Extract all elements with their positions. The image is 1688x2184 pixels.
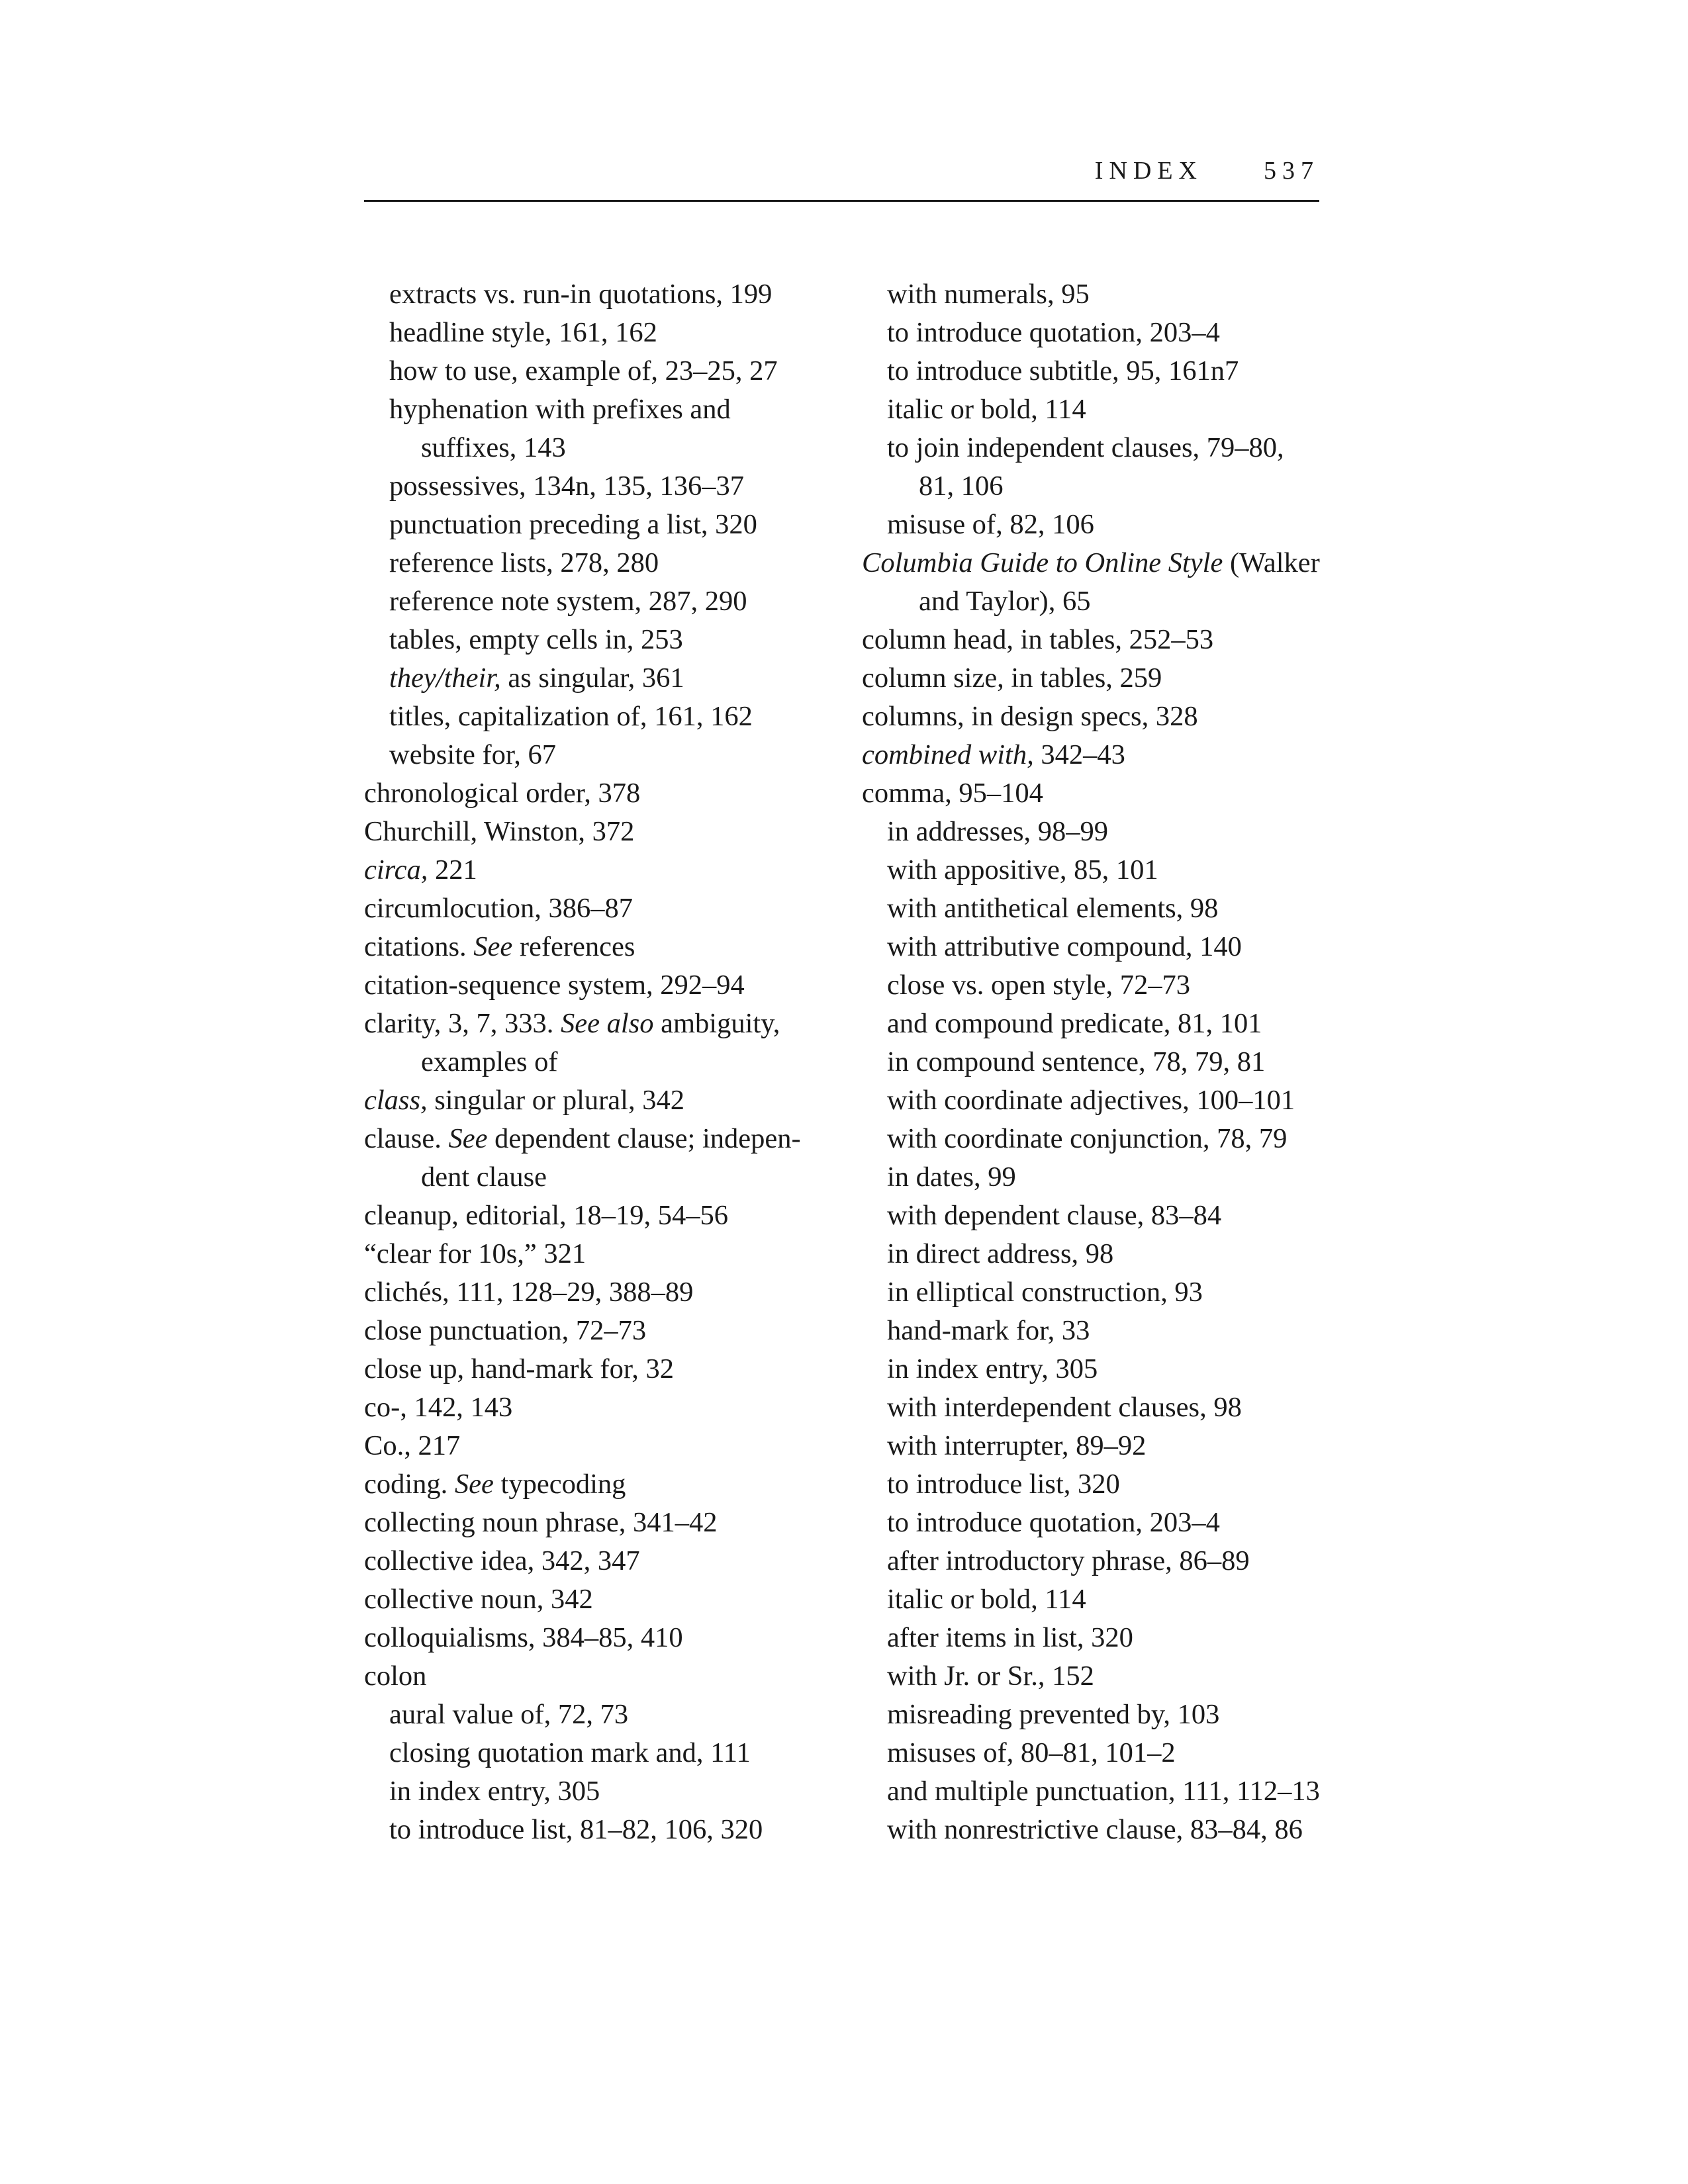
index-entry [862, 275, 1338, 314]
index-entry-text: singular or plural, 342 [427, 1085, 684, 1116]
index-entry [364, 1388, 867, 1427]
index-entry [862, 659, 1338, 698]
index-entry [862, 1197, 1338, 1235]
index-entry [862, 1312, 1338, 1350]
index-entry [862, 1427, 1338, 1465]
index-entry-text: See [473, 931, 513, 962]
index-entry-text: hyphenation with prefixes and [389, 394, 731, 425]
index-entry-text: as singular, 361 [500, 662, 684, 694]
index-entry-text: in compound sentence, 78, 79, 81 [887, 1046, 1266, 1077]
index-entry [364, 429, 867, 467]
index-entry [364, 813, 867, 851]
index-entry [364, 352, 867, 390]
index-entry [364, 1504, 867, 1542]
index-entry [364, 1120, 867, 1158]
index-entry-text: Churchill, Winston, 372 [364, 816, 635, 847]
index-entry-text: in direct address, 98 [887, 1238, 1114, 1269]
index-entry-text: coding. [364, 1469, 455, 1500]
index-entry [862, 352, 1338, 390]
index-entry-text: and multiple punctuation, 111, 112–13 [887, 1776, 1320, 1807]
index-entry-text: in dates, 99 [887, 1161, 1016, 1193]
index-entry-text: possessives, 134n, 135, 136–37 [389, 471, 744, 502]
index-entry-text: See [454, 1469, 494, 1500]
index-entry [862, 506, 1338, 544]
index-entry-text: headline style, 161, 162 [389, 317, 657, 348]
index-entry [862, 1772, 1338, 1811]
index-entry [364, 1043, 867, 1081]
index-entry-text: aural value of, 72, 73 [389, 1699, 629, 1730]
index-entry-text: with coordinate conjunction, 78, 79 [887, 1123, 1288, 1154]
index-entry-text: 342–43 [1033, 739, 1125, 770]
index-entry [364, 1350, 867, 1388]
index-entry [862, 698, 1338, 736]
index-entry-text: in addresses, 98–99 [887, 816, 1109, 847]
index-entry [862, 1504, 1338, 1542]
index-entry [364, 1542, 867, 1580]
index-entry-text: with attributive compound, 140 [887, 931, 1242, 962]
index-entry-text: dent clause [421, 1161, 547, 1193]
index-entry [862, 966, 1338, 1005]
index-column-right [862, 275, 1338, 1849]
index-entry-text: columns, in design specs, 328 [862, 701, 1198, 732]
index-entry-text: with numerals, 95 [887, 279, 1090, 310]
index-entry [862, 1388, 1338, 1427]
index-entry-text: to introduce list, 320 [887, 1469, 1120, 1500]
index-entry-text: after items in list, 320 [887, 1622, 1133, 1653]
index-entry-text: misuse of, 82, 106 [887, 509, 1094, 540]
index-entry [364, 1312, 867, 1350]
index-entry [364, 1580, 867, 1619]
index-entry [862, 1580, 1338, 1619]
index-entry-text: titles, capitalization of, 161, 162 [389, 701, 753, 732]
index-entry [862, 544, 1338, 582]
index-entry [862, 390, 1338, 429]
index-entry [364, 275, 867, 314]
index-entry [862, 1734, 1338, 1772]
index-entry-text: with coordinate adjectives, 100–101 [887, 1085, 1295, 1116]
index-entry-text: reference note system, 287, 290 [389, 586, 747, 617]
index-entry [862, 429, 1338, 467]
index-entry [862, 1811, 1338, 1849]
index-entry [862, 467, 1338, 506]
index-entry [364, 928, 867, 966]
index-entry-text: combined with, [862, 739, 1034, 770]
index-entry-text: citation-sequence system, 292–94 [364, 970, 745, 1001]
index-entry-text: ambiguity, [653, 1008, 780, 1039]
index-entry-text: with Jr. or Sr., 152 [887, 1661, 1094, 1692]
index-entry [364, 467, 867, 506]
index-entry-text: in index entry, 305 [389, 1776, 600, 1807]
index-entry [862, 1043, 1338, 1081]
index-entry [364, 1465, 867, 1504]
index-entry-text: with antithetical elements, 98 [887, 893, 1219, 924]
index-entry-text: circa, [364, 854, 428, 886]
index-entry [862, 1657, 1338, 1696]
index-entry [862, 582, 1338, 621]
index-entry [364, 506, 867, 544]
index-entry [364, 774, 867, 813]
running-head-section: INDEX [1094, 157, 1203, 185]
index-entry [364, 1197, 867, 1235]
index-entry-text: they/their, [389, 662, 501, 694]
index-entry-text: after introductory phrase, 86–89 [887, 1545, 1250, 1576]
index-entry-text: citations. [364, 931, 474, 962]
index-entry [364, 1235, 867, 1273]
index-entry [364, 1657, 867, 1696]
index-entry-text: 221 [428, 854, 477, 886]
index-entry-text: in elliptical construction, 93 [887, 1277, 1203, 1308]
index-entry [862, 1542, 1338, 1580]
index-entry-text: typecoding [493, 1469, 626, 1500]
index-entry-text: chronological order, 378 [364, 778, 641, 809]
index-entry [364, 659, 867, 698]
index-entry-text: comma, 95–104 [862, 778, 1043, 809]
index-entry-text: how to use, example of, 23–25, 27 [389, 355, 778, 387]
index-entry-text: close vs. open style, 72–73 [887, 970, 1190, 1001]
index-entry [862, 889, 1338, 928]
index-entry [862, 736, 1338, 774]
index-entry-text: misuses of, 80–81, 101–2 [887, 1737, 1176, 1768]
index-entry [364, 1273, 867, 1312]
index-entry [862, 928, 1338, 966]
index-entry [364, 1696, 867, 1734]
index-entry-text: collecting noun phrase, 341–42 [364, 1507, 718, 1538]
page-number: 537 [1264, 157, 1319, 185]
index-entry-text: clause. [364, 1123, 449, 1154]
index-entry [364, 889, 867, 928]
index-entry-text: hand-mark for, 33 [887, 1315, 1090, 1346]
index-entry [364, 1081, 867, 1120]
index-entry [862, 1619, 1338, 1657]
index-entry [862, 1235, 1338, 1273]
index-entry [364, 314, 867, 352]
index-entry [862, 851, 1338, 889]
index-entry-text: closing quotation mark and, 111 [389, 1737, 751, 1768]
index-entry [862, 1465, 1338, 1504]
index-entry-text: colloquialisms, 384–85, 410 [364, 1622, 683, 1653]
index-entry-text: close punctuation, 72–73 [364, 1315, 647, 1346]
index-entry [364, 582, 867, 621]
index-entry [364, 851, 867, 889]
index-entry-text: with appositive, 85, 101 [887, 854, 1158, 886]
index-entry-text: examples of [421, 1046, 558, 1077]
index-entry-text: collective noun, 342 [364, 1584, 593, 1615]
index-entry-text: See also [561, 1008, 654, 1039]
index-entry-text: reference lists, 278, 280 [389, 547, 659, 578]
index-entry-text: clarity, 3, 7, 333. [364, 1008, 561, 1039]
index-entry-text: and compound predicate, 81, 101 [887, 1008, 1262, 1039]
index-entry [862, 1273, 1338, 1312]
index-entry [862, 314, 1338, 352]
index-entry-text: class, [364, 1085, 428, 1116]
index-entry [364, 1619, 867, 1657]
index-entry [364, 544, 867, 582]
index-entry [364, 1005, 867, 1043]
index-entry-text: “clear for 10s,” 321 [364, 1238, 586, 1269]
index-entry [862, 1005, 1338, 1043]
index-entry [364, 1427, 867, 1465]
index-entry-text: with nonrestrictive clause, 83–84, 86 [887, 1814, 1303, 1845]
index-entry-text: column head, in tables, 252–53 [862, 624, 1214, 655]
index-entry-text: See [448, 1123, 488, 1154]
index-entry-text: website for, 67 [389, 739, 557, 770]
index-entry-text: italic or bold, 114 [887, 394, 1086, 425]
index-entry-text: to join independent clauses, 79–80, [887, 432, 1284, 463]
index-entry-text: colon [364, 1661, 427, 1692]
running-head [364, 156, 1319, 196]
index-entry-text: Columbia Guide to Online Style [862, 547, 1223, 578]
index-entry-text: to introduce subtitle, 95, 161n7 [887, 355, 1239, 387]
index-entry-text: 81, 106 [919, 471, 1004, 502]
index-entry-text: column size, in tables, 259 [862, 662, 1162, 694]
index-entry [364, 736, 867, 774]
index-entry-text: extracts vs. run-in quotations, 199 [389, 279, 773, 310]
index-entry-text: to introduce quotation, 203–4 [887, 1507, 1220, 1538]
index-entry-text: with interrupter, 89–92 [887, 1430, 1147, 1461]
index-entry [364, 1772, 867, 1811]
index-entry [862, 774, 1338, 813]
index-entry [862, 1120, 1338, 1158]
index-entry [364, 621, 867, 659]
index-entry-text: in index entry, 305 [887, 1353, 1098, 1385]
index-entry [862, 1081, 1338, 1120]
index-entry-text: suffixes, 143 [421, 432, 566, 463]
header-rule [364, 200, 1319, 202]
index-entry-text: tables, empty cells in, 253 [389, 624, 683, 655]
index-entry-text: to introduce quotation, 203–4 [887, 317, 1220, 348]
index-entry-text: clichés, 111, 128–29, 388–89 [364, 1277, 694, 1308]
index-entry [862, 1158, 1338, 1197]
index-entry [862, 621, 1338, 659]
index-entry [364, 1811, 867, 1849]
index-entry [364, 1734, 867, 1772]
index-entry [364, 698, 867, 736]
index-entry [862, 1350, 1338, 1388]
index-entry-text: collective idea, 342, 347 [364, 1545, 640, 1576]
index-entry [364, 390, 867, 429]
index-entry-text: co-, 142, 143 [364, 1392, 513, 1423]
index-entry-text: misreading prevented by, 103 [887, 1699, 1220, 1730]
index-entry-text: punctuation preceding a list, 320 [389, 509, 757, 540]
index-column-left [364, 275, 867, 1849]
index-entry-text: circumlocution, 386–87 [364, 893, 633, 924]
index-entry-text: with interdependent clauses, 98 [887, 1392, 1242, 1423]
index-entry-text: close up, hand-mark for, 32 [364, 1353, 675, 1385]
index-entry [862, 1696, 1338, 1734]
index-entry-text: dependent clause; indepen- [487, 1123, 801, 1154]
index-entry [364, 966, 867, 1005]
index-entry-text: with dependent clause, 83–84 [887, 1200, 1222, 1231]
index-entry-text: (Walker [1223, 547, 1320, 578]
index-entry-text: and Taylor), 65 [919, 586, 1091, 617]
index-entry-text: references [512, 931, 635, 962]
index-entry [364, 1158, 867, 1197]
index-entry-text: cleanup, editorial, 18–19, 54–56 [364, 1200, 729, 1231]
index-entry-text: Co., 217 [364, 1430, 461, 1461]
index-entry-text: to introduce list, 81–82, 106, 320 [389, 1814, 763, 1845]
index-entry [862, 813, 1338, 851]
index-entry-text: italic or bold, 114 [887, 1584, 1086, 1615]
